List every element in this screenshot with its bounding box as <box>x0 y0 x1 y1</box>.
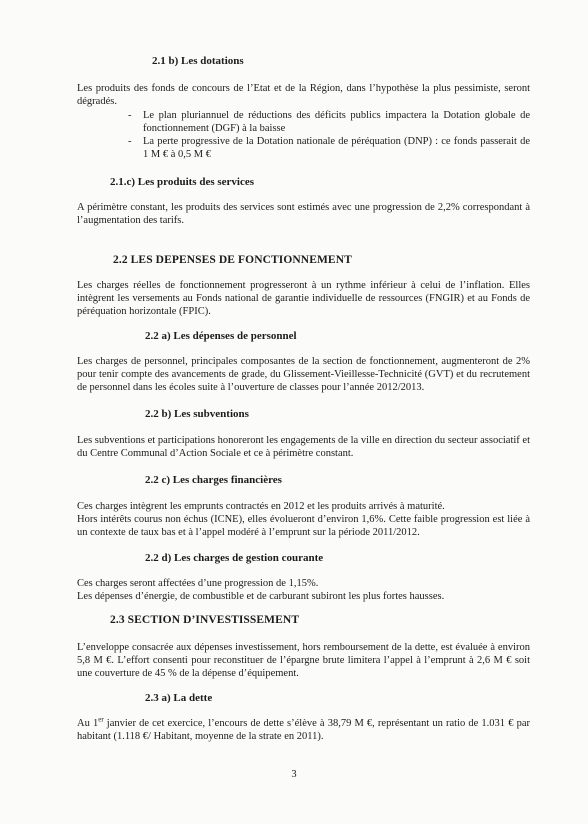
paragraph-gestion-courante-2: Les dépenses d’énergie, de combustible et de carburant subiront les plus fortes hausses. <box>77 591 445 602</box>
paragraph-dette: Au 1er janvier de cet exercice, l’encours de dette s’élève à 38,79 M €, représentant un ratio de 1.031 € par habitant (1.118 €/ Habitant, moyenne de la strate en 2011). <box>77 715 530 742</box>
paragraph-charges-financieres-2: Hors intérêts courus non échus (ICNE), elles évolueront d’environ 1,6%. Cette faible progression est liée à un contexte de taux bas et à l’appel modéré à l’emprunt sur la période 2011/2012. <box>77 514 530 538</box>
list-item: - Le plan pluriannuel de réductions des déficits publics impactera la Dotation globale de fonctionnement (DGF) à la baisse <box>128 110 530 134</box>
bullet-dash: - <box>128 136 132 147</box>
paragraph-subventions: Les subventions et participations honoreront les engagements de la ville en direction du secteur associatif et du Centre Communal d’Action Sociale et ce à périmètre constant. <box>77 435 530 459</box>
heading-2-2-c: 2.2 c) Les charges financières <box>145 474 282 486</box>
page-number: 3 <box>291 769 297 780</box>
heading-2-2: 2.2 LES DEPENSES DE FONCTIONNEMENT <box>113 254 352 266</box>
heading-2-2-d: 2.2 d) Les charges de gestion courante <box>145 552 324 564</box>
dotations-bullet-list <box>128 109 530 161</box>
paragraph-depenses-personnel: Les charges de personnel, principales composantes de la section de fonctionnement, augmenteront de 2% pour tenir compte des avancements de grade, du Glissement-Vieillesse-Technicité (GVT) et du recrutement de personnel dans les écoles suite à l’ouverture de classes pour l’année 2012/2013. <box>77 356 530 393</box>
paragraph-section-investissement: L’enveloppe consacrée aux dépenses investissement, hors remboursement de la dette, est évaluée à environ 5,8 M €. L’effort consenti pour reconstituer de l’épargne brute limitera l’appel à l’emprunt à 2,6 M € soit une couverture de 45 % de la dépense d’équipement. <box>77 642 530 679</box>
heading-2-3: 2.3 SECTION D’INVESTISSEMENT <box>110 614 300 626</box>
bullet-dash: - <box>128 110 132 121</box>
heading-2-1-b: 2.1 b) Les dotations <box>152 55 244 67</box>
paragraph-gestion-courante-1: Ces charges seront affectées d’une progression de 1,15%. <box>77 578 319 589</box>
heading-2-1-c: 2.1.c) Les produits des services <box>110 176 255 188</box>
paragraph-dotations-intro: Les produits des fonds de concours de l’Etat et de la Région, dans l’hypothèse la plus pessimiste, seront dégradés. <box>77 83 530 107</box>
heading-2-2-a: 2.2 a) Les dépenses de personnel <box>145 330 297 342</box>
paragraph-charges-financieres-1: Ces charges intègrent les emprunts contractés en 2012 et les produits arrivés à maturité. <box>77 501 445 512</box>
paragraph-depenses-fonctionnement: Les charges réelles de fonctionnement progresseront à un rythme inférieur à celui de l’inflation. Elles intègrent les versements au Fonds national de garantie individuelle de ressources (FNGIR) et au Fonds de péréquation horizontale (FPIC). <box>77 280 530 317</box>
heading-2-2-b: 2.2 b) Les subventions <box>145 408 249 420</box>
heading-2-3-a: 2.3 a) La dette <box>145 692 213 704</box>
paragraph-produits-services: A périmètre constant, les produits des services sont estimés avec une progression de 2,2% correspondant à l’augmentation des tarifs. <box>77 202 530 226</box>
list-item: - La perte progressive de la Dotation nationale de péréquation (DNP) : ce fonds passerait de 1 M € à 0,5 M € <box>128 136 530 160</box>
